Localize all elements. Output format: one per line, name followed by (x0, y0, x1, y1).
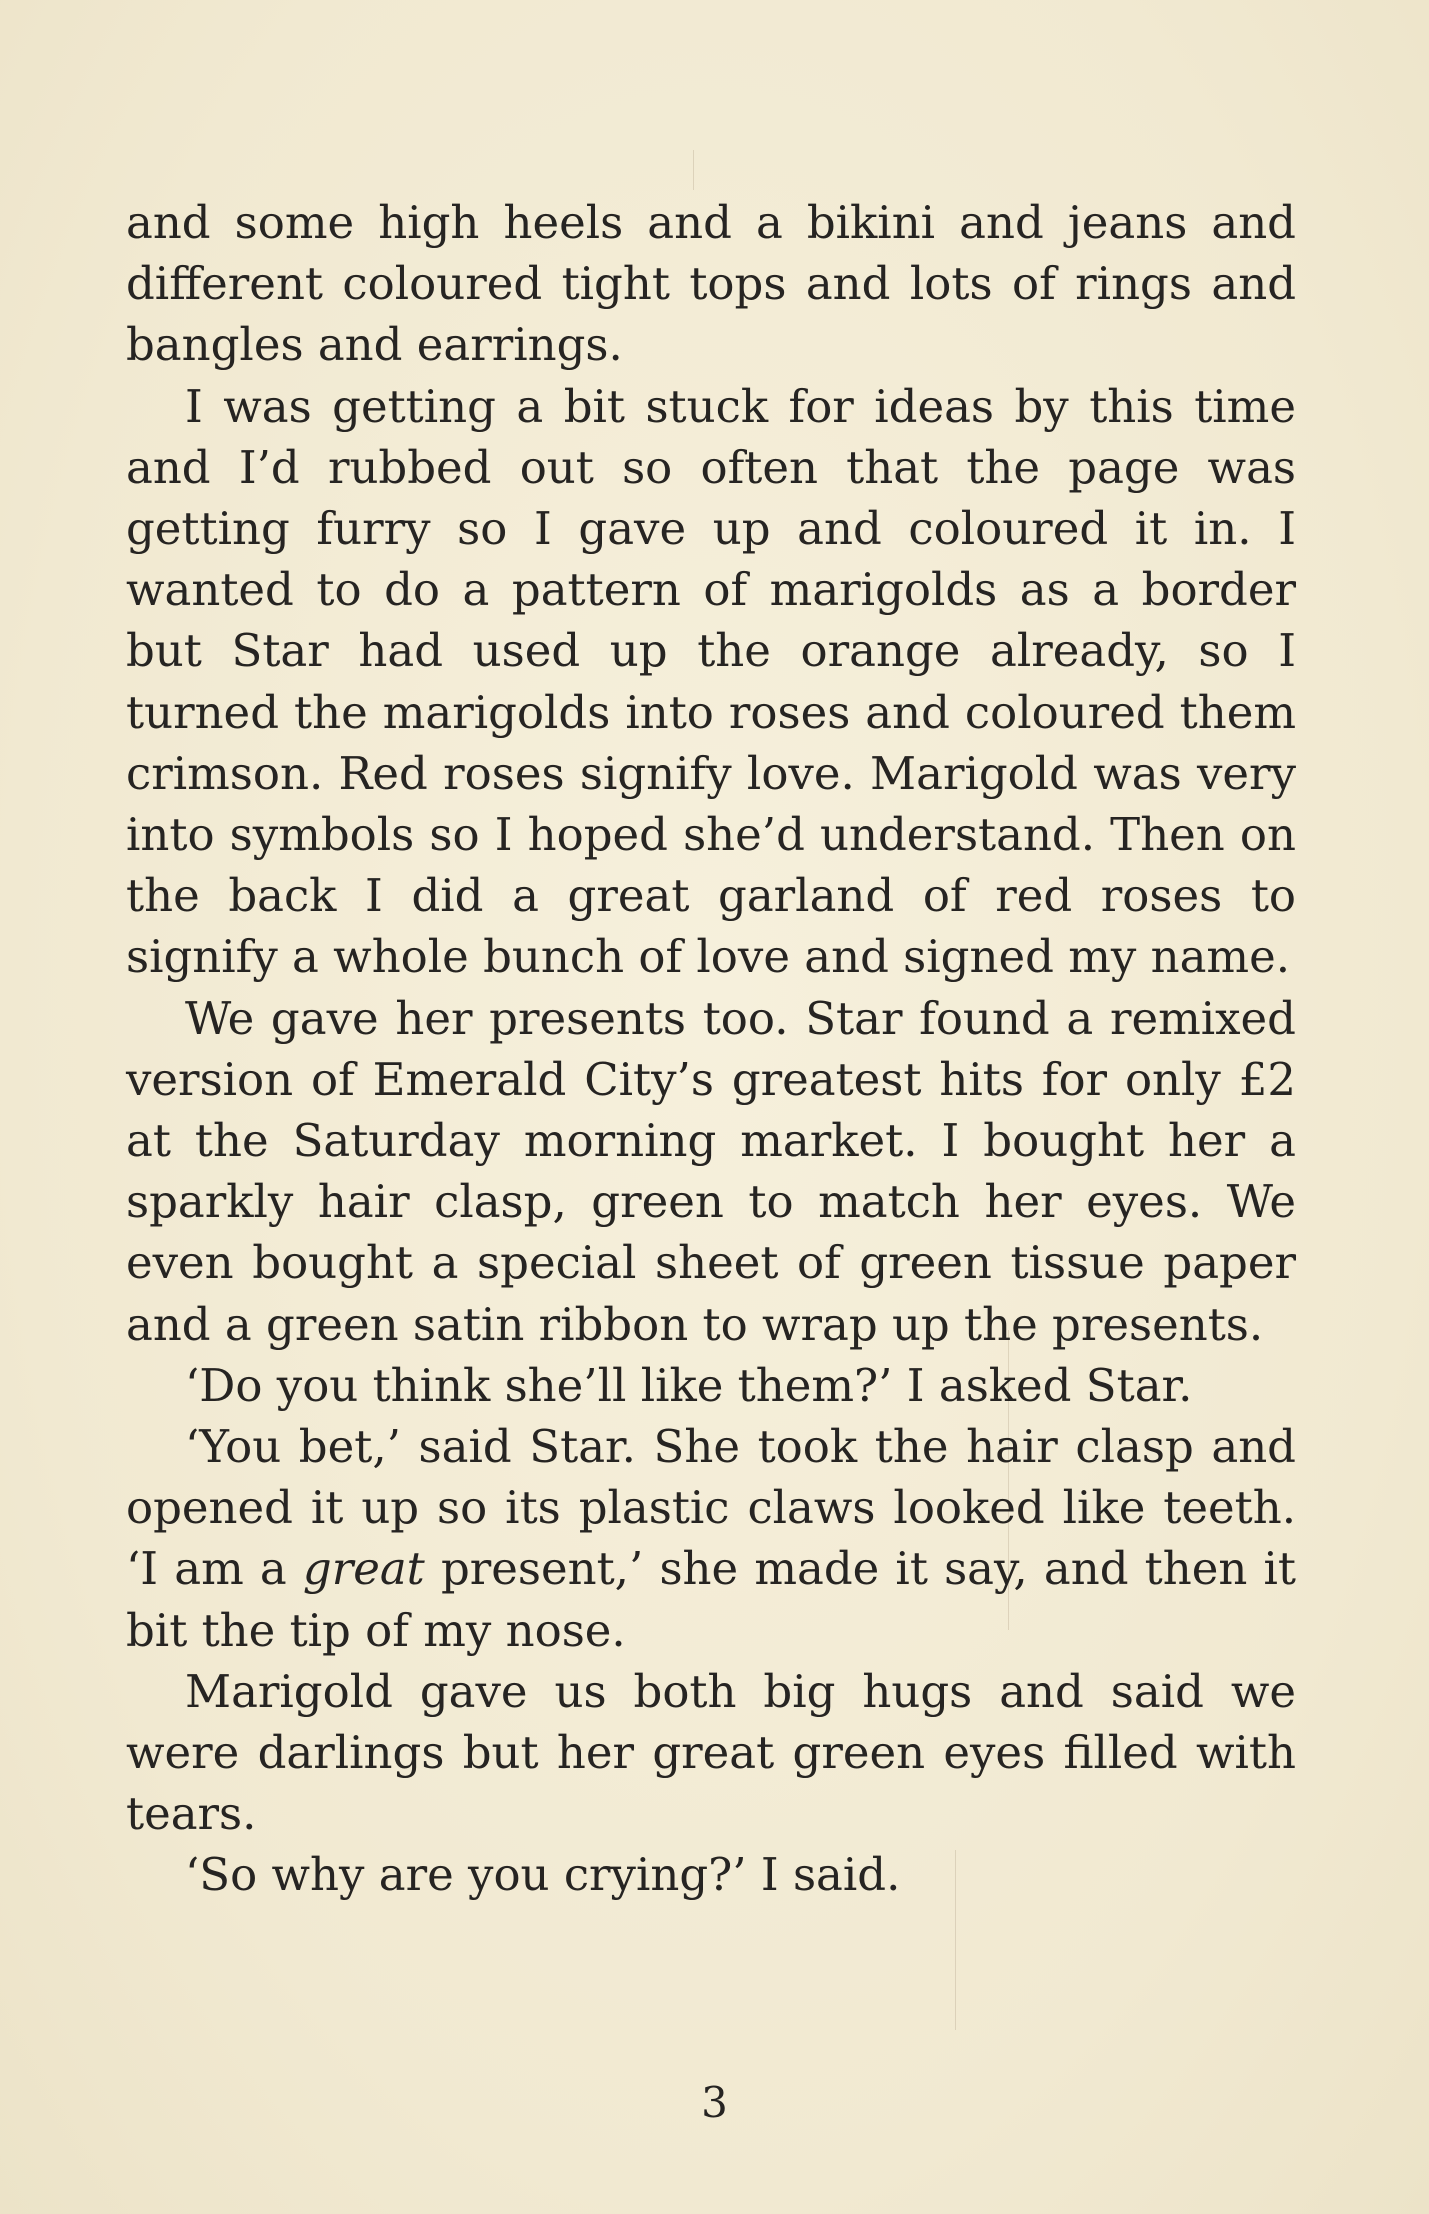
text-line: opened it up so its plastic claws looked like teeth. (126, 1481, 1296, 1535)
text-line: Star had used up the orange already, so I turned (126, 624, 1296, 739)
text-line: ‘So why are you crying?’ I said. (185, 1848, 901, 1902)
paragraph (126, 1844, 1296, 1905)
page-crease (693, 150, 694, 190)
text-line: the marigolds into roses and coloured them (294, 685, 1296, 739)
text-line: I was getting a bit stuck for ideas by this time (185, 379, 1296, 433)
text-line: ‘You bet,’ said Star. She took the hair clasp and (185, 1420, 1296, 1474)
text-line: signify a whole bunch of love and signed my name. (126, 930, 1291, 984)
text-line: and some high heels and a bikini and jeans and (126, 196, 1296, 249)
paragraph (126, 988, 1296, 1355)
paragraph (126, 1661, 1296, 1845)
text-line: her a sparkly hair clasp, green to match her eyes. (126, 1114, 1296, 1229)
text-line: We even bought a special sheet of green tissue (126, 1175, 1296, 1290)
text-line: getting furry so I gave up and coloured it in. I (126, 502, 1296, 556)
page-number: 3 (701, 2078, 728, 2127)
body-text (126, 192, 1296, 1906)
text-line: version of Emerald City’s greatest hits for only (126, 1052, 1221, 1106)
text-line-with-emphasis (126, 1542, 1296, 1595)
text-line: ‘Do you think she’ll like them?’ I asked Star. (185, 1358, 1193, 1412)
text-line: were darlings but her great green eyes filled with (126, 1726, 1296, 1780)
text-line: wanted to do a pattern of marigolds as a border but (126, 563, 1296, 678)
paragraph (126, 376, 1296, 988)
emphasis-word: great (302, 1542, 425, 1596)
text-line: £2 at the Saturday morning market. I bought (126, 1052, 1296, 1168)
text-line: the back I did a great garland of red roses to (126, 869, 1296, 923)
text-line: bangles and earrings. (126, 318, 623, 372)
text-line: presents. (1052, 1297, 1264, 1351)
text-line: different coloured tight tops and lots of rings and (126, 257, 1296, 311)
text-fragment: ‘I am a (126, 1542, 303, 1596)
text-line: We gave her presents too. Star found a remixed (185, 991, 1296, 1045)
text-line: and I’d rubbed out so often that the page was (126, 440, 1296, 494)
paragraph (126, 192, 1296, 376)
text-line: tears. (126, 1787, 257, 1841)
paragraph (126, 1416, 1296, 1661)
text-fragment: present,’ she made it say, and then it (424, 1542, 1296, 1596)
text-line: into symbols so I hoped she’d understand. Then on (126, 808, 1296, 862)
text-line: bit the tip of my nose. (126, 1603, 626, 1657)
text-line: paper and a green satin ribbon to wrap up the (126, 1236, 1296, 1351)
text-line: crimson. Red roses signify love. Marigold was very (126, 746, 1296, 800)
paragraph (126, 1355, 1296, 1416)
text-line: Marigold gave us both big hugs and said we (185, 1664, 1296, 1718)
